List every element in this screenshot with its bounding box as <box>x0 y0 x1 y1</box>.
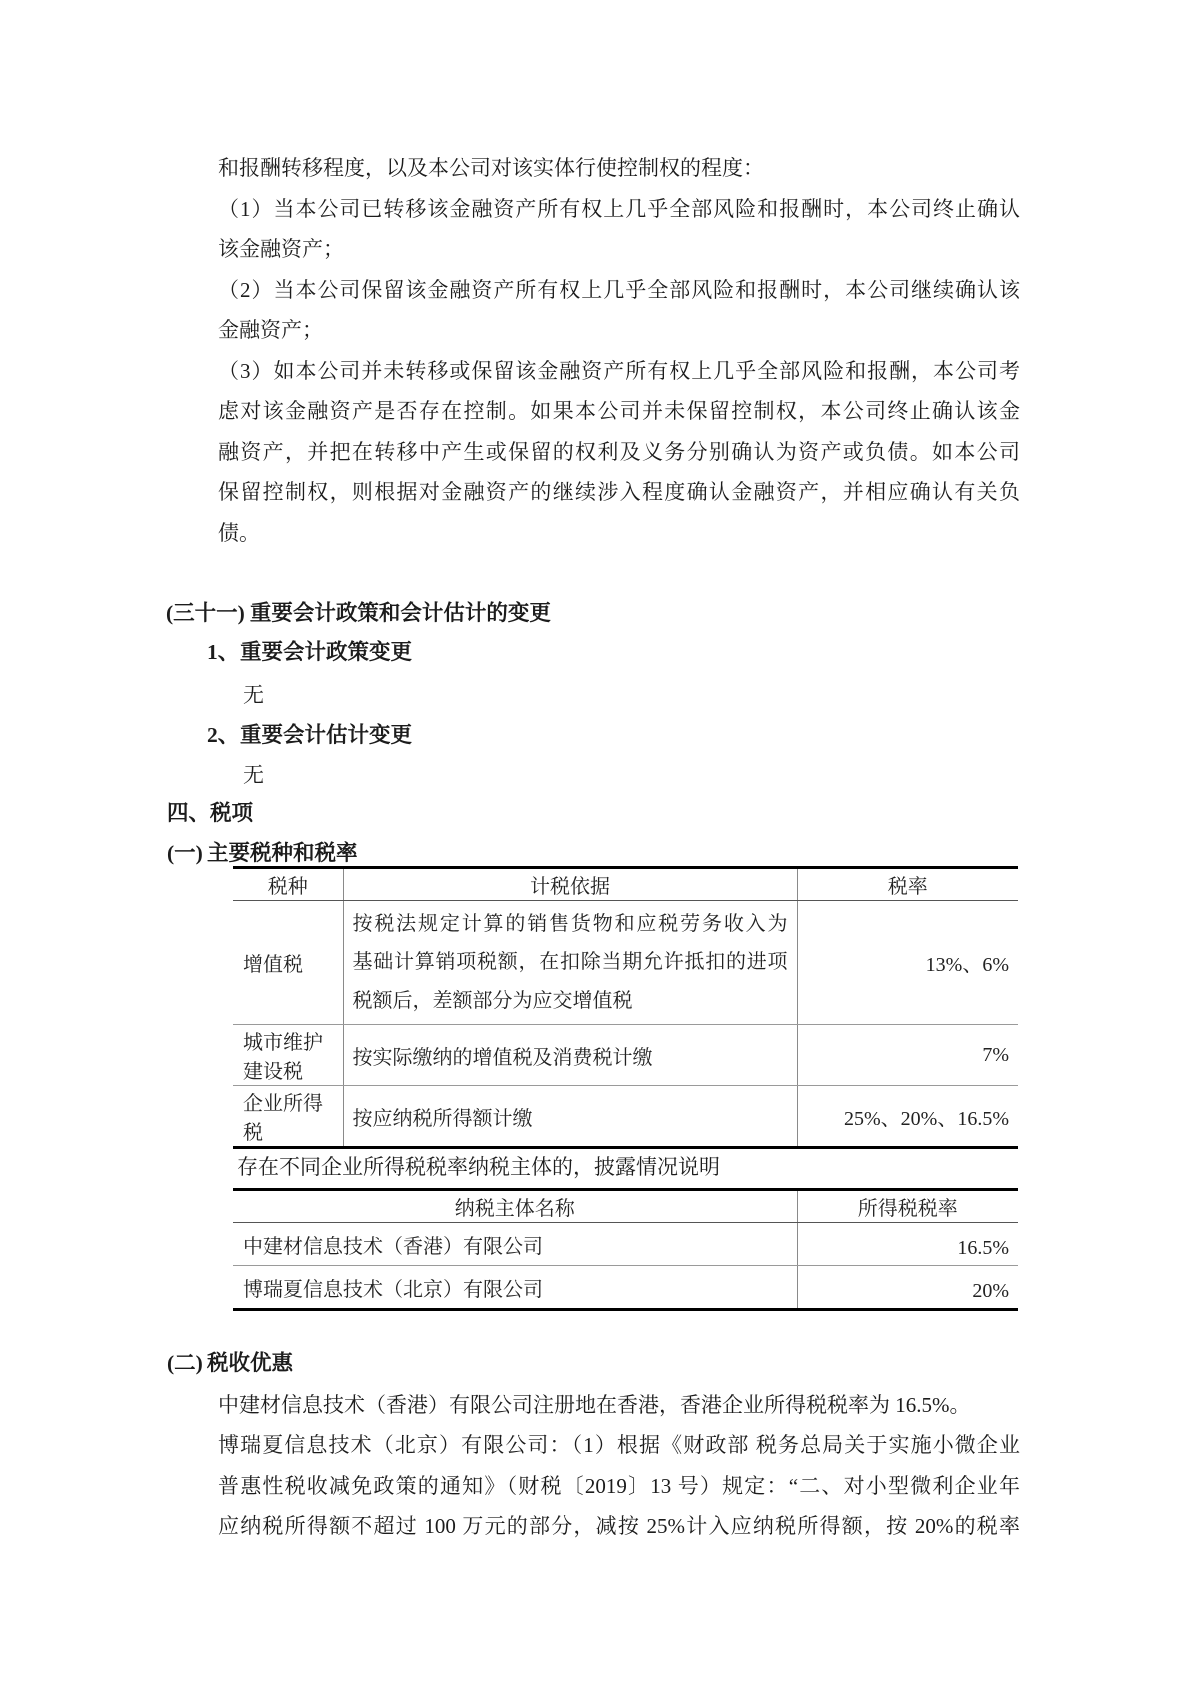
subsection-title: 主要税种和税率 <box>207 841 358 865</box>
cell-tax-rate: 25%、20%、16.5% <box>797 1086 1018 1148</box>
col-header-tax-type: 税种 <box>233 868 343 901</box>
section-number: (三十一) <box>166 601 245 625</box>
cell-tax-rate: 7% <box>797 1025 1018 1086</box>
subitem-title: 重要会计政策变更 <box>240 640 413 664</box>
intro-paragraphs <box>218 148 1020 553</box>
table-row-entity <box>233 1223 1018 1266</box>
cell-tax-basis: 按应纳税所得额计缴 <box>343 1086 797 1148</box>
section-heading-tax <box>167 798 253 828</box>
paragraph-line: （2）当本公司保留该金融资产所有权上几乎全部风险和报酬时，本公司继续确认该 <box>218 277 1020 302</box>
cell-tax-basis: 按实际缴纳的增值税及消费税计缴 <box>343 1025 797 1086</box>
tax-incentives-paragraphs <box>218 1385 1020 1546</box>
subitem-policy-change <box>207 637 412 667</box>
table-row-urban-maintenance <box>233 1025 1018 1086</box>
basis-line: 按税法规定计算的销售货物和应税劳务收入为 <box>352 912 788 935</box>
subsection-number: (二) <box>167 1351 203 1375</box>
table-row-entity <box>233 1266 1018 1310</box>
cell-tax-rate: 13%、6% <box>797 901 1018 1025</box>
col-header-entity-name: 纳税主体名称 <box>233 1190 797 1223</box>
subitem-value: 无 <box>243 763 264 787</box>
subitem-estimate-change <box>207 720 412 750</box>
cell-entity-rate: 20% <box>797 1266 1018 1310</box>
cell-entity-rate: 16.5% <box>797 1223 1018 1266</box>
paragraph-line: 虑对该金融资产是否存在控制。如果本公司并未保留控制权，本公司终止确认该金 <box>218 399 1020 423</box>
cell-tax-basis <box>343 901 797 1025</box>
cell-entity-name: 博瑞夏信息技术（北京）有限公司 <box>233 1266 797 1310</box>
subitem-number: 2、 <box>207 723 240 747</box>
subitem-title: 重要会计估计变更 <box>240 723 413 747</box>
paragraph-line: 金融资产； <box>218 318 323 342</box>
paragraph-line: 中建材信息技术（香港）有限公司注册地在香港，香港企业所得税税率为 16.5%。 <box>218 1393 971 1417</box>
paragraph-line: （1）当本公司已转移该金融资产所有权上几乎全部风险和报酬时，本公司终止确认 <box>218 196 1020 221</box>
tax-rate-table <box>233 866 1018 1149</box>
paragraph-line: （3）如本公司并未转移或保留该金融资产所有权上几乎全部风险和报酬，本公司考 <box>218 358 1020 383</box>
table-header-row <box>233 1190 1018 1223</box>
subsection-heading-major-taxes <box>167 838 358 868</box>
col-header-tax-basis: 计税依据 <box>343 868 797 901</box>
table-row-vat <box>233 901 1018 1025</box>
basis-line: 税额后，差额部分为应交增值税 <box>352 989 633 1012</box>
paragraph-line: 融资产，并把在转移中产生或保留的权利及义务分别确认为资产或负债。如本公司 <box>218 439 1020 464</box>
tax-entities-table <box>233 1188 1018 1311</box>
section-heading-changes <box>166 598 551 628</box>
subsection-number: (一) <box>167 841 203 865</box>
paragraph-line: 普惠性税收减免政策的通知》（财税〔2019〕13 号）规定：“二、对小型微利企业年 <box>218 1473 1020 1498</box>
col-header-tax-rate: 税率 <box>797 868 1018 901</box>
paragraph-line: 保留控制权，则根据对金融资产的继续涉入程度确认金融资产，并相应确认有关负 <box>218 480 1020 504</box>
cell-tax-name: 企业所得税 <box>233 1086 343 1148</box>
section-number: 四、 <box>167 801 211 825</box>
subsection-title: 税收优惠 <box>207 1351 294 1375</box>
cell-tax-name: 城市维护建设税 <box>233 1025 343 1086</box>
section-title: 重要会计政策和会计估计的变更 <box>249 601 551 625</box>
section-title: 税项 <box>210 801 254 825</box>
disclosure-note: 存在不同企业所得税税率纳税主体的，披露情况说明 <box>237 1155 720 1179</box>
table-row-corporate-income <box>233 1086 1018 1148</box>
paragraph-line: 应纳税所得额不超过 100 万元的部分，减按 25%计入应纳税所得额，按 20%的税率 <box>218 1513 1020 1538</box>
paragraph-line: 债。 <box>218 520 260 545</box>
paragraph-line: 博瑞夏信息技术（北京）有限公司：（1）根据《财政部 税务总局关于实施小微企业 <box>218 1433 1020 1458</box>
basis-line: 基础计算销项税额，在扣除当期允许抵扣的进项 <box>352 951 788 974</box>
subitem-value: 无 <box>243 683 264 707</box>
subsection-heading-tax-incentives <box>167 1348 293 1378</box>
paragraph-line: 该金融资产； <box>218 237 344 261</box>
cell-tax-name: 增值税 <box>233 901 343 1025</box>
cell-entity-name: 中建材信息技术（香港）有限公司 <box>233 1223 797 1266</box>
col-header-income-tax-rate: 所得税税率 <box>797 1190 1018 1223</box>
subitem-number: 1、 <box>207 640 240 664</box>
paragraph-line: 和报酬转移程度，以及本公司对该实体行使控制权的程度： <box>218 156 764 180</box>
table-header-row <box>233 868 1018 901</box>
